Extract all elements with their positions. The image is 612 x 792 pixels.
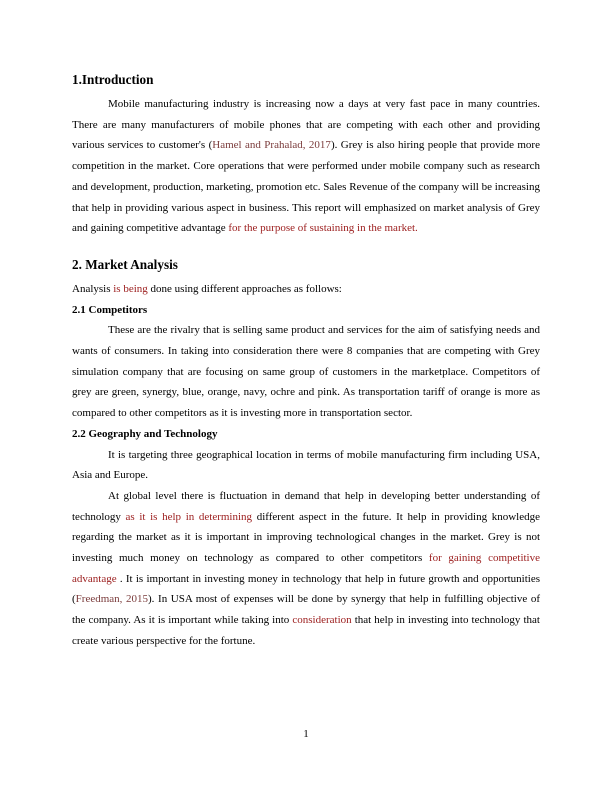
market-analysis-heading: 2. Market Analysis — [72, 256, 178, 272]
competitors-paragraph: These are the rivalry that is selling same product and services for the aim of satisfying needs and wants of consumers. In taking into consideration there were 8 companies that are competing with Grey simulation company that are focusing on same group of customers in the marketplace. Competitors of grey are green, synergy, blue, orange, navy, ochre and pink. As transportation tariff of orange is more as compared to other competitors as it is investing more in transportation sector. — [72, 324, 540, 420]
market-analysis-lead — [72, 279, 540, 300]
tech-highlight-2: for gaining competitive advantage — [72, 552, 540, 585]
tech-text-e: that help in investing into technology that create various perspective for the fortune. — [72, 614, 540, 647]
introduction-paragraph — [72, 94, 540, 239]
intro-citation: Hamel and Prahalad, 2017 — [212, 139, 331, 152]
competitors-heading: 2.1 Competitors — [72, 303, 148, 316]
geography-paragraph: It is targeting three geographical location in terms of mobile manufacturing firm including USA, Asia and Europe. — [72, 448, 540, 482]
intro-highlight: for the purpose of sustaining in the market. — [228, 222, 418, 235]
lead-highlight: is being — [113, 282, 148, 295]
tech-text-a: At global level there is fluctuation in demand that help in developing better understanding of technology — [72, 489, 540, 523]
lead-text-a: Analysis — [72, 282, 114, 295]
tech-text-c: . It is important in investing money in technology that help in future growth and opportunities ( — [72, 572, 540, 606]
tech-citation: Freedman, 2015 — [75, 593, 149, 606]
geography-technology-heading: 2.2 Geography and Technology — [72, 427, 218, 440]
technology-paragraph — [72, 486, 540, 652]
intro-text-b: ). Grey is also hiring people that provide more competition in the market. Core operations that were performed under mobile company such as research and development, production, marketing, promotion etc. Sales Revenue of the company will be increasing that help in providing various aspect in business. This report will emphasized on market analysis of Grey and gaining competitive advantage — [72, 139, 540, 235]
document-body — [72, 70, 540, 652]
tech-highlight-3: consideration — [292, 614, 352, 627]
lead-text-b: done using different approaches as follows: — [147, 282, 342, 295]
introduction-heading: 1.Introduction — [72, 72, 154, 87]
tech-text-b: different aspect in the future. It help in providing knowledge regarding the market as it is important in improving technological changes in the market. Grey is not investing much money on technology as compared to other competitors — [72, 510, 540, 565]
tech-text-d: ). In USA most of expenses will be done by synergy that help in fulfilling objective of the company. As it is important while taking into — [72, 593, 540, 627]
tech-highlight-1: as it is help in determining — [125, 510, 253, 523]
page-number: 1 — [303, 728, 309, 740]
intro-text-a: Mobile manufacturing industry is increasing now a days at very fast pace in many countries. There are many manufacturers of mobile phones that are competing with each other and providing various services to customer's ( — [72, 98, 540, 152]
